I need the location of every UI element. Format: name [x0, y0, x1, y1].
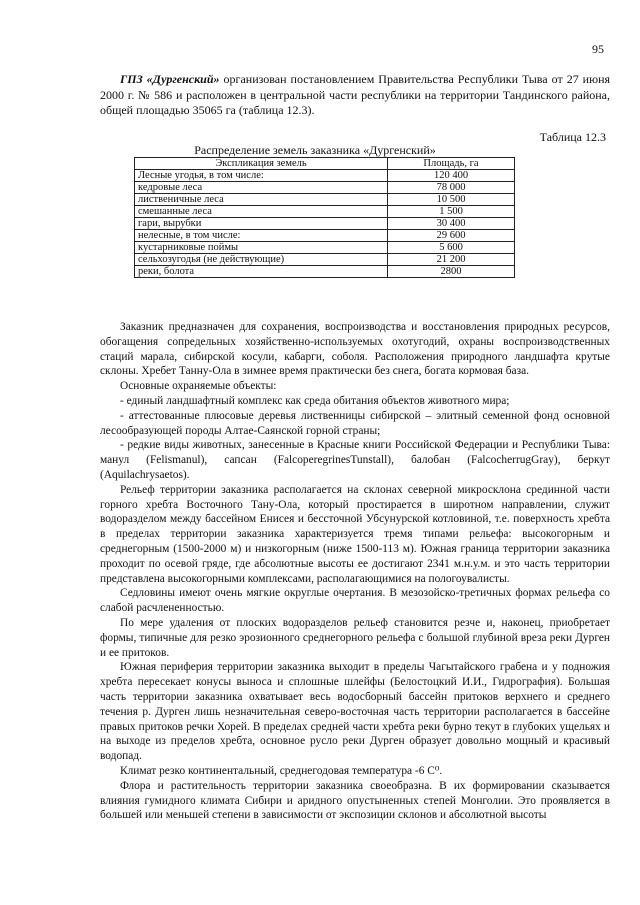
paragraph-purpose: Заказник предназначен для сохранения, воспроизводства и восстановления природных ресурсов, обогащения сопредельных хозяйственно-используемых охотугодий, охраны воспроизводственных стаций марала, сибирской косули, кабарги, соболя. Расположения природного ландшафта крутые склоны. Хребет Танну-Ола в зимнее время практически без снега, богата кормовая база. — [100, 321, 610, 378]
table-row — [135, 230, 515, 242]
table-row — [135, 266, 515, 278]
header-land-type: Экспликация земель — [135, 158, 388, 170]
table-header-row — [135, 158, 515, 170]
paragraph-object-landscape: - единый ландшафтный комплекс как среда обитания объектов животного мира; — [120, 394, 510, 407]
table-label: Таблица 12.3 — [539, 130, 606, 144]
paragraph-climate: Климат резко континентальный, среднегодовая температура -6 С⁰. — [120, 764, 443, 777]
intro-text: организован постановлением Правительства Республики Тыва от 27 июня 2000 г. № 586 и расположен в центральной части республики на территории Тандинского района, общей площадью 35065 га (таблица 12.3). — [100, 72, 611, 117]
land-type-cell: гари, вырубки — [135, 218, 388, 230]
land-type-cell: сельхозугодья (не действующие) — [135, 254, 388, 266]
reserve-name: ГПЗ «Дургенский» — [120, 72, 220, 86]
body-text — [100, 320, 610, 823]
area-cell: 120 400 — [388, 170, 515, 182]
paragraph-flora: Флора и растительность территории заказника своеобразна. В их формировании сказывается влияния гумидного климата Сибири и аридного опустыненных степей Монголии. Это проявляется в большей или меньшей степени в зависимости от экспозиции склонов и абсолютной высоты — [100, 779, 610, 822]
land-type-cell: смешанные леса — [135, 206, 388, 218]
paragraph-objects-heading: Основные охраняемые объекты: — [120, 380, 277, 393]
table-row — [135, 254, 515, 266]
land-type-cell: лиственичные леса — [135, 194, 388, 206]
paragraph-object-animals: - редкие виды животных, занесенные в Красные книги Российской Федерации и Республики Тыва: манул (Felismanul), сапсан (FalcoperegrinesTunstall), балобан (FalcocherrugGray), беркут (Aquilachrysaetos). — [100, 439, 610, 481]
land-distribution-table — [134, 157, 515, 278]
area-cell: 1 500 — [388, 206, 515, 218]
area-cell: 30 400 — [388, 218, 515, 230]
land-type-cell: кедровые леса — [135, 182, 388, 194]
table-row — [135, 194, 515, 206]
paragraph-object-larch: - аттестованные плюсовые деревья лиственницы сибирской – элитный семенной фонд основной лесообразующей породы Алтае-Саянской горной страны; — [100, 409, 610, 437]
table-row — [135, 218, 515, 230]
area-cell: 29 600 — [388, 230, 515, 242]
area-cell: 21 200 — [388, 254, 515, 266]
land-type-cell: реки, болота — [135, 266, 388, 278]
table-title: Распределение земель заказника «Дургенский» — [194, 143, 436, 157]
area-cell: 78 000 — [388, 182, 515, 194]
land-type-cell: кустарниковые поймы — [135, 242, 388, 254]
land-type-cell: нелесные, в том числе: — [135, 230, 388, 242]
area-cell: 10 500 — [388, 194, 515, 206]
table-row — [135, 242, 515, 254]
land-type-cell: Лесные угодья, в том числе: — [135, 170, 388, 182]
paragraph-saddles: Седловины имеют очень мягкие округлые очертания. В мезозойско-третичных формах рельефа со слабой расчлененностью. — [100, 587, 610, 615]
table-row — [135, 170, 515, 182]
table-row — [135, 182, 515, 194]
paragraph-relief: Рельеф территории заказника располагается на склонах северной микросклона срединной части горного хребта Восточного Тану-Ола, который простирается в широтном направлении, служит водоразделом между бассейном Енисея и бессточной Убсунурской котловиной, т.е. поверхность хребта в пределах территории заказника характеризуется тремя типами рельефа: высокогорным и среднегорным (1500-2000 м) и низкогорным (ниже 1500-113 м). Южная граница территории заказника проходит по осевой гряде, где абсолютные высоты ее достигают 2341 м.н.у.м. и это часть территории представлена высокогорными комплексами, располагающимися на пологоувалисты. — [100, 483, 610, 585]
table-row — [135, 206, 515, 218]
area-cell: 5 600 — [388, 242, 515, 254]
header-area: Площадь, га — [388, 158, 515, 170]
page-number: 95 — [592, 42, 604, 56]
area-cell: 2800 — [388, 266, 515, 278]
intro-paragraph — [100, 72, 610, 119]
paragraph-watersheds: По мере удаления от плоских водоразделов рельеф становится резче и, наконец, приобретает формы, типичные для резко эрозионного среднегорного рельефа с большой глубиной вреза реки Дурген и ее притоков. — [100, 616, 610, 659]
paragraph-southern-periphery: Южная периферия территории заказника выходит в пределы Чагытайского грабена и у подножия хребта пересекает конусы выноса и сплошные шлейфы (Белостоцкий И.И., Гидрография). Большая часть территории заказника охватывает весь водосборный бассейн притоков верхнего и среднего течения р. Дурген лишь незначительная северо-восточная часть территории располагается в бассейне правых притоков речки Хорей. В пределах средней части хребта реки бурно текут в глубоких ущельях и на выходе из пределов хребта, основное русло реки Дурген образует довольно мощный и красивый водопад. — [100, 661, 610, 763]
